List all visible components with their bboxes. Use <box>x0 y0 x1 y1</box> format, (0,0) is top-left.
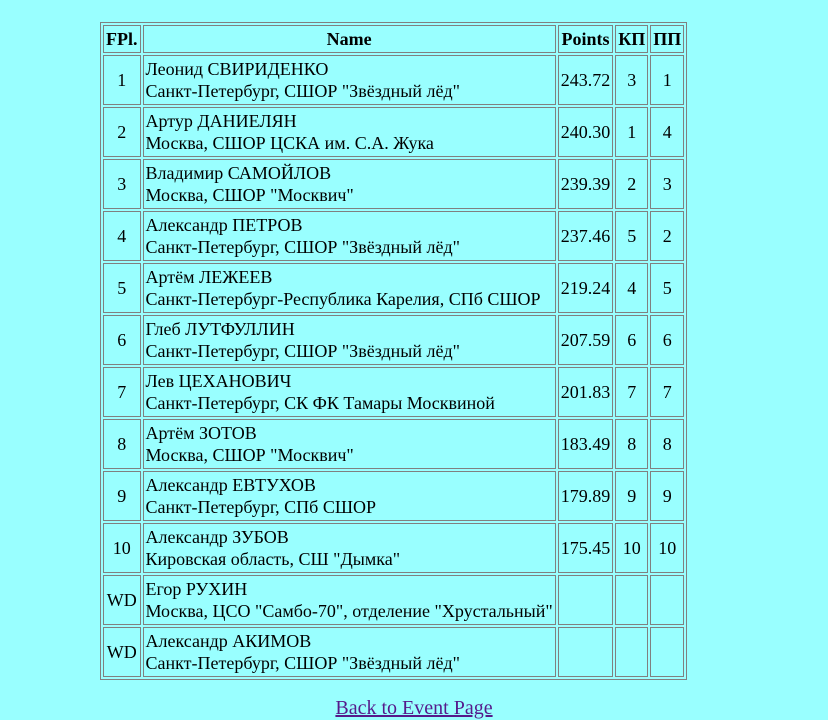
table-row <box>103 55 684 105</box>
place-cell: 4 <box>103 211 141 261</box>
table-row <box>103 263 684 313</box>
skater-name: Артём ЛЕЖЕЕВ <box>145 267 273 287</box>
pp-cell: 2 <box>650 211 684 261</box>
skater-name: Леонид СВИРИДЕНКО <box>145 59 329 79</box>
skater-name: Артур ДАНИЕЛЯН <box>145 111 297 131</box>
pp-cell: 10 <box>650 523 684 573</box>
skater-name: Лев ЦЕХАНОВИЧ <box>145 371 292 391</box>
pp-cell: 4 <box>650 107 684 157</box>
name-cell <box>143 211 556 261</box>
name-cell <box>143 107 556 157</box>
skater-club: Санкт-Петербург, СК ФК Тамары Москвиной <box>145 393 495 413</box>
points-cell <box>558 627 614 677</box>
name-cell <box>143 471 556 521</box>
header-place: FPl. <box>103 25 141 53</box>
name-cell <box>143 367 556 417</box>
kp-cell: 9 <box>615 471 648 521</box>
skater-club: Санкт-Петербург, СШОР "Звёздный лёд" <box>145 341 460 361</box>
header-points: Points <box>558 25 614 53</box>
place-cell: 7 <box>103 367 141 417</box>
pp-cell: 6 <box>650 315 684 365</box>
points-cell: 201.83 <box>558 367 614 417</box>
table-row <box>103 575 684 625</box>
kp-cell: 10 <box>615 523 648 573</box>
place-cell: 2 <box>103 107 141 157</box>
table-row <box>103 523 684 573</box>
skater-name: Александр ЗУБОВ <box>145 527 289 547</box>
place-cell: 5 <box>103 263 141 313</box>
skater-club: Санкт-Петербург, СПб СШОР <box>145 497 377 517</box>
header-kp: КП <box>615 25 648 53</box>
name-cell <box>143 159 556 209</box>
skater-club: Кировская область, СШ "Дымка" <box>145 549 401 569</box>
skater-name: Глеб ЛУТФУЛЛИН <box>145 319 295 339</box>
skater-name: Владимир САМОЙЛОВ <box>145 163 332 183</box>
place-cell: 10 <box>103 523 141 573</box>
header-row <box>103 25 684 53</box>
name-cell <box>143 627 556 677</box>
pp-cell: 3 <box>650 159 684 209</box>
kp-cell: 8 <box>615 419 648 469</box>
place-cell: WD <box>103 575 141 625</box>
points-cell: 175.45 <box>558 523 614 573</box>
header-name: Name <box>143 25 556 53</box>
points-cell: 237.46 <box>558 211 614 261</box>
kp-cell <box>615 627 648 677</box>
pp-cell: 5 <box>650 263 684 313</box>
name-cell <box>143 263 556 313</box>
place-cell: 3 <box>103 159 141 209</box>
skater-name: Александр АКИМОВ <box>145 631 312 651</box>
kp-cell: 1 <box>615 107 648 157</box>
table-row <box>103 627 684 677</box>
pp-cell <box>650 575 684 625</box>
place-cell: 9 <box>103 471 141 521</box>
results-table <box>100 22 687 680</box>
points-cell <box>558 575 614 625</box>
results-body <box>103 55 684 677</box>
points-cell: 219.24 <box>558 263 614 313</box>
place-cell: WD <box>103 627 141 677</box>
points-cell: 239.39 <box>558 159 614 209</box>
place-cell: 1 <box>103 55 141 105</box>
results-container <box>100 22 687 680</box>
kp-cell <box>615 575 648 625</box>
table-row <box>103 315 684 365</box>
name-cell <box>143 575 556 625</box>
skater-club: Санкт-Петербург, СШОР "Звёздный лёд" <box>145 237 460 257</box>
name-cell <box>143 523 556 573</box>
points-cell: 183.49 <box>558 419 614 469</box>
skater-club: Санкт-Петербург-Республика Карелия, СПб СШОР <box>145 289 541 309</box>
points-cell: 179.89 <box>558 471 614 521</box>
points-cell: 243.72 <box>558 55 614 105</box>
kp-cell: 3 <box>615 55 648 105</box>
pp-cell: 7 <box>650 367 684 417</box>
table-row <box>103 211 684 261</box>
skater-club: Москва, СШОР "Москвич" <box>145 185 354 205</box>
pp-cell: 1 <box>650 55 684 105</box>
name-cell <box>143 315 556 365</box>
back-to-event-link[interactable]: Back to Event Page <box>335 697 493 719</box>
pp-cell: 9 <box>650 471 684 521</box>
skater-club: Москва, СШОР "Москвич" <box>145 445 354 465</box>
table-row <box>103 107 684 157</box>
pp-cell <box>650 627 684 677</box>
place-cell: 8 <box>103 419 141 469</box>
table-row <box>103 159 684 209</box>
kp-cell: 7 <box>615 367 648 417</box>
kp-cell: 4 <box>615 263 648 313</box>
kp-cell: 5 <box>615 211 648 261</box>
pp-cell: 8 <box>650 419 684 469</box>
skater-club: Санкт-Петербург, СШОР "Звёздный лёд" <box>145 653 460 673</box>
points-cell: 207.59 <box>558 315 614 365</box>
skater-name: Артём ЗОТОВ <box>145 423 257 443</box>
skater-club: Москва, СШОР ЦСКА им. С.А. Жука <box>145 133 434 153</box>
skater-club: Москва, ЦСО "Самбо-70", отделение "Хрустальный" <box>145 601 553 621</box>
table-row <box>103 367 684 417</box>
table-row <box>103 471 684 521</box>
skater-name: Александр ПЕТРОВ <box>145 215 303 235</box>
skater-name: Александр ЕВТУХОВ <box>145 475 316 495</box>
place-cell: 6 <box>103 315 141 365</box>
kp-cell: 2 <box>615 159 648 209</box>
kp-cell: 6 <box>615 315 648 365</box>
name-cell <box>143 419 556 469</box>
header-pp: ПП <box>650 25 684 53</box>
skater-club: Санкт-Петербург, СШОР "Звёздный лёд" <box>145 81 460 101</box>
points-cell: 240.30 <box>558 107 614 157</box>
skater-name: Егор РУХИН <box>145 579 248 599</box>
name-cell <box>143 55 556 105</box>
table-row <box>103 419 684 469</box>
